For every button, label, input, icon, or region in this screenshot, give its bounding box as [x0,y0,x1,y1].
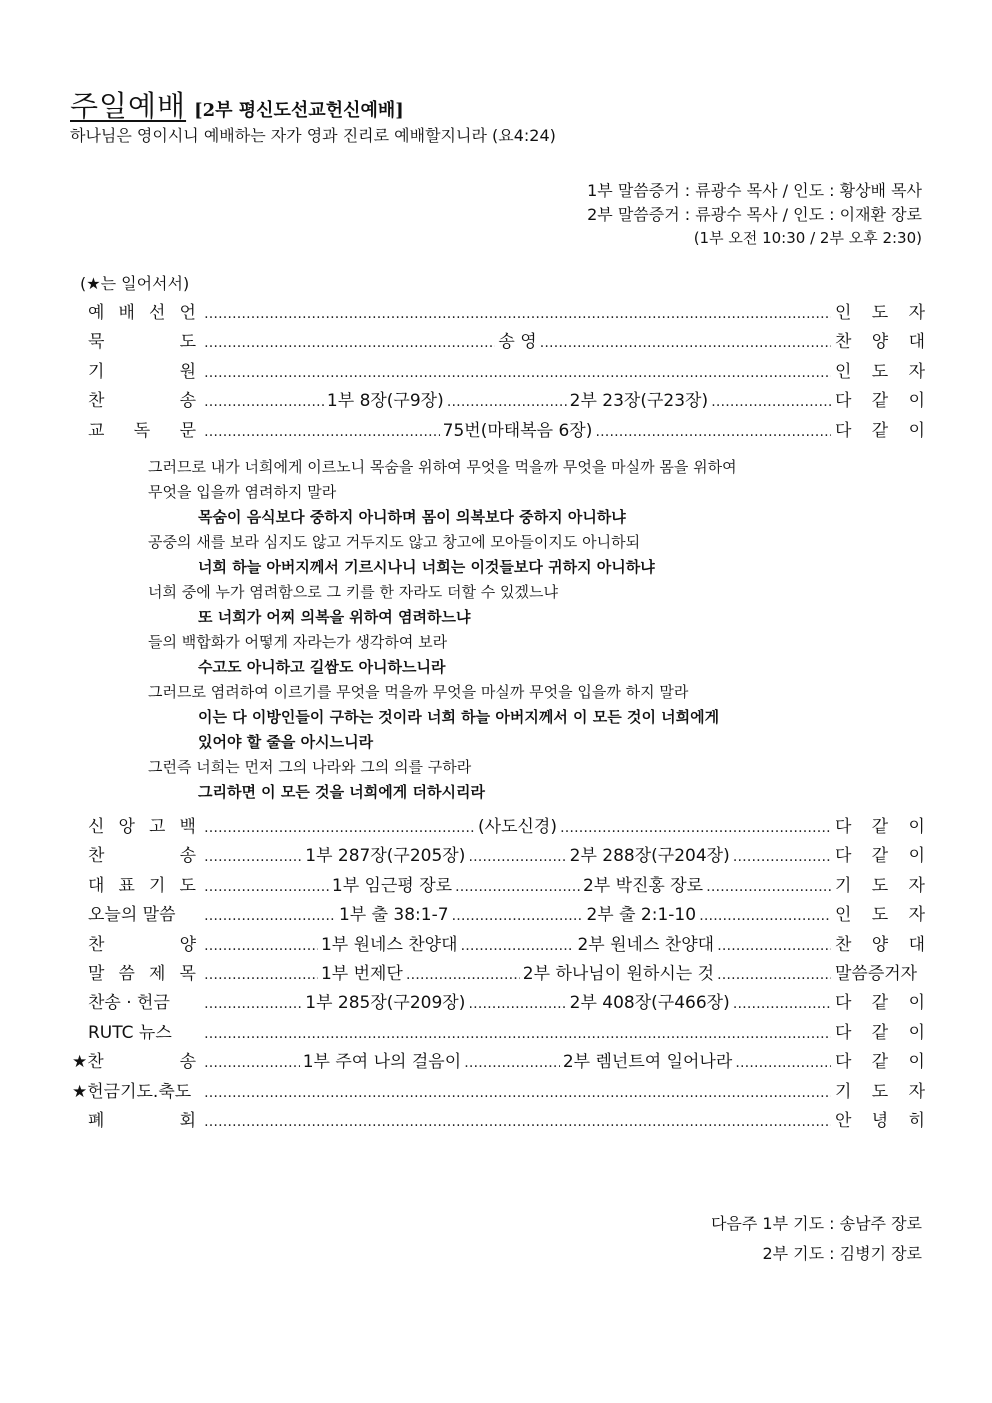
order-middle-text: 75번(마태복음 6장) [442,420,593,441]
leader-dots [452,908,584,924]
order-label-char: 앙 [118,817,135,837]
part2-text: 2부 원네스 찬양대 [577,934,715,955]
order-row [70,871,925,900]
reading-leader-line: 그러므로 내가 너희에게 이르노니 목숨을 위하여 무엇을 먹을까 무엇을 마실까 몸을 위하여 [148,458,737,476]
leader-dots [204,879,329,895]
leader-dots [204,424,440,440]
part1-text: 1부 임근평 장로 [331,875,453,896]
order-label-char: 대 [88,875,105,896]
order-label-char: 원 [179,361,196,382]
leader-dots [204,820,475,836]
order-label [70,841,204,866]
leader-dots [204,849,302,865]
part1-text: 1부 번제단 [320,963,403,984]
order-performer-char: 기 [834,875,852,896]
leader-dots [464,1055,560,1071]
reading-response-line: 이는 다 이방인들이 구하는 것이라 너희 하늘 아버지께서 이 모든 것이 너희에게 [198,708,720,726]
order-performer [831,357,925,382]
reading-leader-line: 들의 백합화가 어떻게 자라는가 생각하여 보라 [148,633,448,651]
order-label [70,1106,204,1131]
order-performer [831,988,925,1013]
leader-dots [461,938,575,954]
standing-note: (★는 일어서서) [80,274,190,293]
next-week-line-1: 다음주 1부 기도 : 송남주 장로 [710,1214,922,1233]
order-performer-char: 찬 [835,934,852,955]
order-label-char: 고 [149,817,166,837]
order-performer-char: 인 [835,905,852,926]
order-performer-char: 이 [908,993,925,1014]
leader-dots [717,938,831,954]
order-performer [831,298,925,323]
reading-leader-line: 그러므로 염려하여 이르기를 무엇을 먹을까 무엇을 마실까 무엇을 입을까 하지 말라 [148,683,689,701]
order-performer-char: 자 [908,905,925,926]
order-performer-char: 같 [871,420,889,441]
order-label-char: 송 [179,1052,196,1073]
leader-dots [204,908,336,924]
part1-text: 1부 원네스 찬양대 [320,934,458,955]
order-label-char: ★찬 [72,1052,104,1073]
reading-response-line: 목숨이 음식보다 중하지 아니하며 몸이 의복보다 중하지 아니하냐 [198,508,626,526]
next-week-prayer [711,1209,922,1269]
order-row [70,416,925,445]
order-label-char: 찬 [88,934,105,955]
leader-dots [204,1085,831,1101]
part2-text: 2부 렘넌트여 일어나라 [562,1052,733,1073]
order-performer-char: 대 [908,332,925,353]
order-performer [831,841,925,866]
order-performer [831,416,925,441]
order-label [70,900,204,925]
order-label [70,298,204,323]
leader-dots [204,1114,831,1130]
order-performer-char: 이 [908,391,926,412]
order-middle-text: (사도신경) [478,817,557,837]
leader-dots [455,879,580,895]
order-label-char: 배 [118,303,135,323]
part1-text: 1부 8장(구9장) [326,391,444,412]
order-performer-char: 같 [871,1052,889,1073]
order-performer-char: 양 [871,332,889,353]
reading-response-line: 있어야 할 줄을 아시느니라 [198,733,374,751]
leader-dots [406,967,520,983]
order-label-char: 문 [179,420,196,441]
order-label-char: 묵 [88,332,105,353]
order-label-char: 기 [88,361,105,382]
service-times: (1부 오전 10:30 / 2부 오후 2:30) [693,229,922,247]
reading-leader-line: 너희 중에 누가 염려함으로 그 키를 한 자라도 더할 수 있겠느냐 [148,583,558,601]
order-label-char: 신 [88,817,105,837]
order-label [70,988,204,1013]
order-label-char: 제 [149,963,166,984]
order-performer-char: 이 [908,817,925,837]
leader-dots [204,1055,300,1071]
order-performer [831,327,925,352]
order-performer-char: 도 [871,1081,889,1102]
order-performer-char: 녕 [871,1110,889,1131]
theme-verse: 하나님은 영이시니 예배하는 자가 영과 진리로 예배할지니라 (요4:24) [70,126,556,145]
leader-dots [717,967,831,983]
order-label [70,357,204,382]
order-performer-char: 말씀증거자 [834,963,918,984]
order-performer [831,871,925,896]
part2-text: 2부 출 2:1-10 [586,905,697,926]
order-label [70,812,204,837]
leader-dots [733,849,831,865]
leader-dots [204,1026,831,1042]
order-performer-char: 자 [908,361,925,382]
order-label [70,1077,204,1102]
order-row [70,327,925,356]
order-label-char: 표 [118,875,135,896]
order-row [70,1047,925,1076]
order-performer [831,900,925,925]
order-middle-text: 송 영 [498,332,537,353]
order-label-char: 교 [88,420,105,441]
order-row [70,900,925,929]
leader-dots [204,967,318,983]
order-performer-char: 도 [871,303,889,323]
order-row [70,959,925,988]
order-performer-char: 다 [835,420,852,441]
order-performer-char: 안 [835,1110,852,1131]
leader-dots [204,938,318,954]
order-label-char: 찬 [88,846,105,867]
order-label-char: 독 [133,420,151,441]
order-row [70,298,925,327]
order-label-char: 양 [179,934,196,955]
reading-response-line: 수고도 아니하고 길쌈도 아니하느니라 [198,658,446,676]
order-performer [831,1077,925,1102]
order-performer-char: 기 [835,1081,852,1102]
part1-text: 1부 287장(구205장) [305,846,466,867]
leader-dots [735,1055,831,1071]
order-label [70,959,204,984]
order-performer-char: 인 [835,303,852,323]
title-main: 주일예배 [70,89,187,123]
order-performer-char: 자 [908,1081,925,1102]
leader-dots [711,394,831,410]
order-performer [831,959,925,984]
order-performer-char: 다 [834,1052,852,1073]
order-performer-char: 양 [871,934,889,955]
order-label-char: 회 [179,1110,196,1131]
order-row [70,386,925,415]
order-label-char: 송 [179,846,196,867]
order-performer-char: 다 [835,846,852,867]
leader-dots [204,306,831,322]
order-performer-char: 도 [871,361,889,382]
order-row [70,930,925,959]
next-week-line-2: 2부 기도 : 김병기 장로 [762,1244,922,1263]
order-label-char: 도 [179,875,196,896]
leader-dots [540,335,831,351]
order-performer-char: 이 [908,846,925,867]
order-label-char: 예 [88,303,105,323]
order-label [70,1047,204,1072]
order-performer [831,1047,925,1072]
leader-dots [706,879,831,895]
leader-dots [204,335,495,351]
order-performer-char: 히 [908,1110,925,1131]
reading-leader-line: 공중의 새를 보라 심지도 않고 거두지도 않고 창고에 모아들이지도 아니하되 [148,533,641,551]
title-sub: [2부 평신도선교헌신예배] [194,100,404,121]
order-performer-char: 인 [835,361,852,382]
order-performer [831,930,925,955]
order-performer-char: 같 [871,817,889,837]
part2-text: 2부 288장(구204장) [569,846,730,867]
order-label-char: 폐 [88,1110,105,1131]
preacher-info-2: 2부 말씀증거 : 류광수 목사 / 인도 : 이재환 장로 [587,205,922,224]
part2-text: 2부 하나님이 원하시는 것 [522,963,715,984]
order-row [70,812,925,841]
order-performer [831,812,925,837]
order-label [70,930,204,955]
leader-dots [204,365,831,381]
leader-dots [204,394,324,410]
leader-dots [699,908,831,924]
order-label-char: 언 [179,303,196,323]
order-row [70,988,925,1017]
reading-response-line: 또 너희가 어찌 의복을 위하여 염려하느냐 [198,608,471,626]
order-performer [831,1106,925,1131]
leader-dots [468,849,566,865]
order-performer-char: 같 [871,846,889,867]
order-performer-char: 이 [908,1052,925,1073]
part1-text: 1부 285장(구209장) [305,993,466,1014]
part1-text: 1부 출 38:1-7 [338,905,449,926]
order-performer-char: 대 [908,934,926,955]
leader-dots [468,996,566,1012]
order-label [70,386,204,411]
reading-response-line: 그리하면 이 모든 것을 너희에게 더하시리라 [198,783,485,801]
order-performer-char: 도 [871,905,889,926]
order-performer-char: 같 [871,1022,889,1043]
order-performer-char: 이 [908,420,925,441]
responsive-reading [148,455,908,805]
leader-dots [595,424,831,440]
order-performer-char: 같 [871,391,889,412]
order-performer-char: 다 [835,1022,852,1043]
order-label-char: 기 [149,875,166,896]
reading-leader-line: 무엇을 입을까 염려하지 말라 [148,483,337,501]
order-performer [831,386,925,411]
order-performer-char: 도 [871,875,889,896]
page-title [70,84,404,125]
preacher-info-1: 1부 말씀증거 : 류광수 목사 / 인도 : 황상배 목사 [587,181,922,200]
order-label [70,1018,204,1043]
leader-dots [204,996,302,1012]
order-label-char: 찬송 · 헌금 [88,993,170,1014]
order-performer [831,1018,925,1043]
order-of-worship-bottom [70,812,925,1135]
order-row [70,1018,925,1047]
order-label-char: 백 [179,817,196,837]
order-performer-char: 같 [871,993,889,1014]
order-label-char: 송 [179,391,196,412]
order-label-char: 말 [88,963,105,984]
order-label-char: 목 [179,963,196,984]
order-label-char: 씀 [118,963,135,984]
leader-dots [733,996,831,1012]
order-label-char: ★헌금기도.축도 [72,1081,192,1102]
leader-dots [560,820,831,836]
order-label-char: 선 [149,303,166,323]
order-label [70,327,204,352]
order-label [70,871,204,896]
order-row [70,1077,925,1106]
order-label-char: 찬 [88,391,105,412]
order-label-char: 도 [179,332,196,353]
order-performer-char: 자 [908,875,925,896]
part1-text: 1부 주여 나의 걸음이 [302,1052,462,1073]
order-performer-char: 다 [835,993,852,1014]
order-label-char: RUTC 뉴스 [88,1022,172,1043]
order-performer-char: 자 [908,303,925,323]
order-performer-char: 이 [908,1022,925,1043]
order-label [70,416,204,441]
part2-text: 2부 23장(구23장) [569,391,709,412]
order-performer-char: 다 [834,817,852,837]
order-performer-char: 찬 [835,332,852,353]
part2-text: 2부 박진홍 장로 [582,875,704,896]
order-row [70,1106,925,1135]
leader-dots [447,394,567,410]
order-performer-char: 다 [835,391,852,412]
reading-response-line: 너희 하늘 아버지께서 기르시나니 너희는 이것들보다 귀하지 아니하냐 [198,558,655,576]
order-row [70,841,925,870]
order-label-char: 오늘의 말씀 [88,905,176,926]
order-of-worship-top [70,298,925,445]
order-row [70,357,925,386]
reading-leader-line: 그런즉 너희는 먼저 그의 나라와 그의 의를 구하라 [148,758,472,776]
part2-text: 2부 408장(구466장) [569,993,730,1014]
